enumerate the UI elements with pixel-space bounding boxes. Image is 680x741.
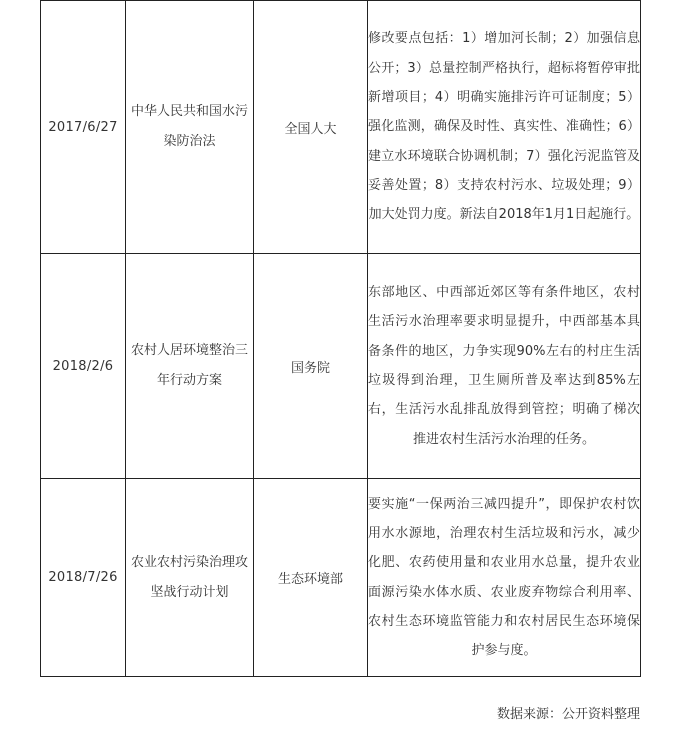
- policy-date: 2018/2/6: [41, 254, 126, 479]
- policy-date: 2017/6/27: [41, 1, 126, 254]
- issuing-department: 生态环境部: [254, 479, 368, 677]
- table-row: [41, 479, 641, 677]
- policy-name: 中华人民共和国水污染防治法: [126, 1, 254, 254]
- table-row: [41, 254, 641, 479]
- policy-date: 2018/7/26: [41, 479, 126, 677]
- policy-content: 修改要点包括：1）增加河长制；2）加强信息公开；3）总量控制严格执行，超标将暂停审批新增项目；4）明确实施排污许可证制度；5）强化监测，确保及时性、真实性、准确性；6）建立水环境联合协调机制；7）强化污泥监管及妥善处置；8）支持农村污水、垃圾处理；9）加大处罚力度。新法自2018年1月1日起施行。: [368, 1, 641, 254]
- policy-name: 农业农村污染治理攻坚战行动计划: [126, 479, 254, 677]
- table-row: [41, 1, 641, 254]
- policy-name: 农村人居环境整治三年行动方案: [126, 254, 254, 479]
- issuing-department: 国务院: [254, 254, 368, 479]
- policy-table: [40, 0, 641, 677]
- issuing-department: 全国人大: [254, 1, 368, 254]
- policy-content: 要实施“一保两治三减四提升”，即保护农村饮用水水源地，治理农村生活垃圾和污水，减少化肥、农药使用量和农业用水总量，提升农业面源污染水体水质、农业废弃物综合利用率、农村生态环境监管能力和农村居民生态环境保护参与度。: [368, 479, 641, 677]
- data-source-note: 数据来源：公开资料整理: [496, 707, 640, 722]
- policy-content: 东部地区、中西部近郊区等有条件地区，农村生活污水治理率要求明显提升，中西部基本具备条件的地区，力争实现90%左右的村庄生活垃圾得到治理，卫生厕所普及率达到85%左右，生活污水乱排乱放得到管控；明确了梯次推进农村生活污水治理的任务。: [368, 254, 641, 479]
